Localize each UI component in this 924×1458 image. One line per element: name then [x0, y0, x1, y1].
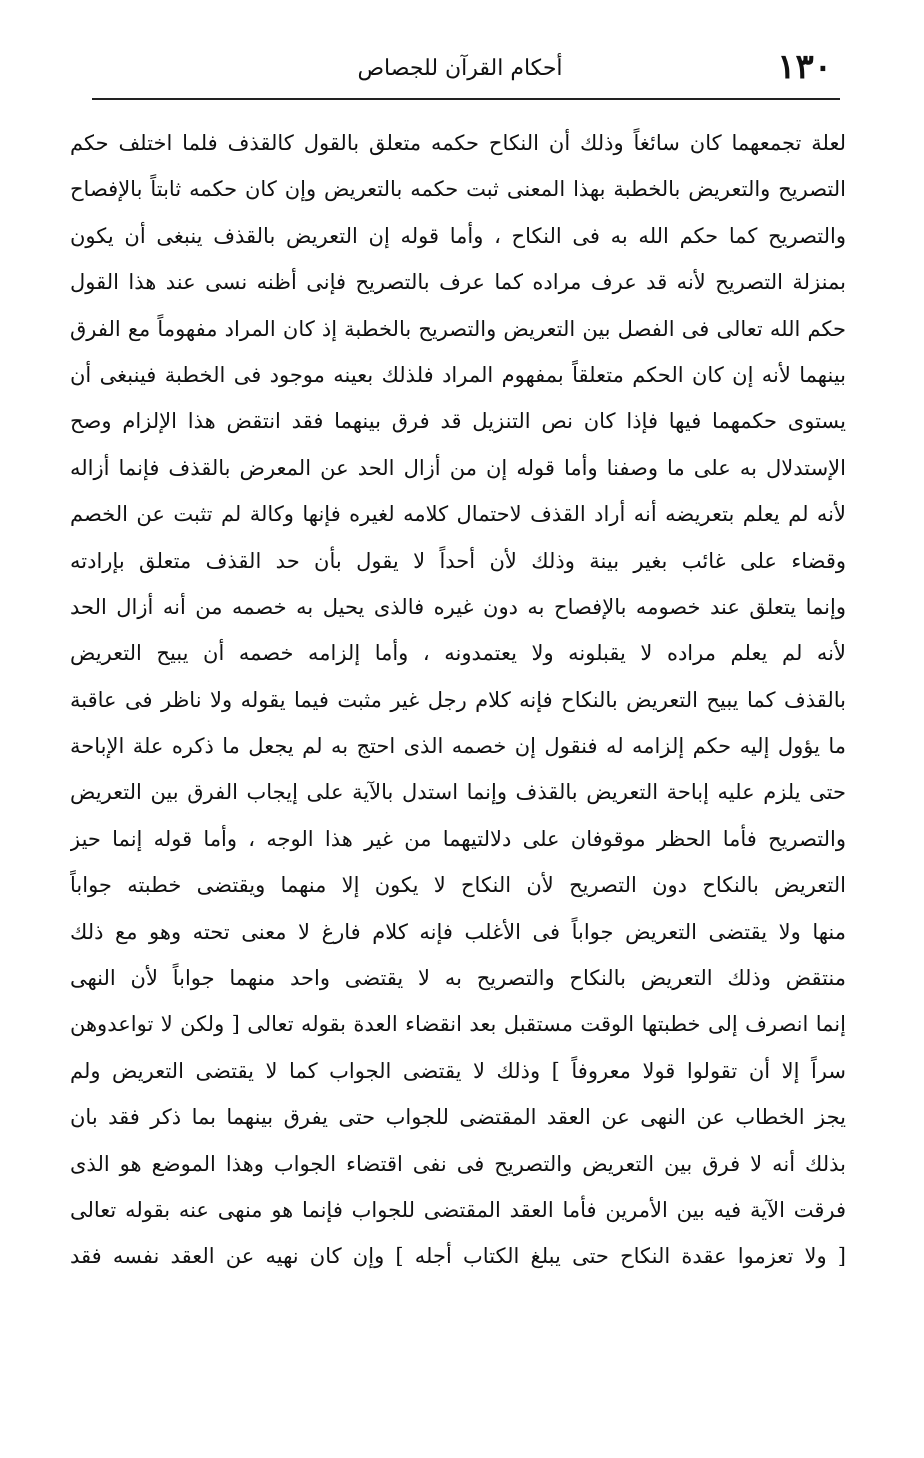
text-line: يجز الخطاب عن النهى عن العقد المقتضى للجواب حتى يفرق بينهما بما ذكر فقد بان — [70, 1105, 846, 1130]
text-line: [ ولا تعزموا عقدة النكاح حتى يبلغ الكتاب أجله ] وإن كان نهيه عن العقد نفسه فقد — [70, 1244, 846, 1269]
text-line: بذلك أنه لا فرق بين التعريض والتصريح فى نفى اقتضاء الجواب وهذا الموضع هو الذى — [70, 1151, 846, 1176]
text-line: بينهما لأنه إن كان الحكم متعلقاً بمفهوم المراد فلذلك بعينه موجود فى الخطبة فينبغى أن — [70, 362, 846, 387]
text-line: لأنه لم يعلم بتعريضه أنه أراد القذف لاحتمال كلامه لغيره فإنها وكالة لم تثبت عن الخصم — [70, 502, 846, 527]
body-text — [70, 120, 846, 1280]
text-line: والتصريح كما حكم الله به فى النكاح ، وأما قوله إن التعريض بالقذف ينبغى أن يكون — [70, 223, 846, 248]
text-line: التعريض بالنكاح دون التصريح لأن النكاح لا يكون إلا منهما ويقتضى خطبته جواباً — [70, 873, 846, 898]
text-line: والتصريح فأما الحظر موقوفان على دلالتيهما من غير هذا الوجه ، وأما قوله إنما حيز — [70, 826, 846, 851]
text-line: بالقذف كما يبيح التعريض بالنكاح فإنه كلام رجل غير مثبت فيما يقوله ولا ناظر فى عاقبة — [70, 687, 846, 712]
text-line: فرقت الآية فيه بين الأمرين فأما العقد المقتضى للجواب فإنما هو منهى عنه بقوله تعالى — [70, 1197, 846, 1222]
text-line: الإستدلال به على ما وصفنا وأما قوله إن من أزال الحد عن المعرض بالقذف فإنما أزاله — [70, 455, 846, 480]
running-title: أحكام القرآن للجصاص — [357, 56, 563, 81]
text-line: منها ولا يقتضى التعريض جواباً فى الأغلب فإنه كلام فارغ لا معنى تحته وهو مع ذلك — [70, 919, 846, 944]
text-line: التصريح والتعريض بالخطبة بهذا المعنى ثبت حكمه بالتعريض وإن كان حكمه ثابتاً بالإفصاح — [70, 177, 846, 202]
text-line: يستوى حكمهما فيها فإذا كان نص التنزيل قد فرق بينهما فقد انتقض هذا الإلزام وصح — [70, 409, 846, 434]
text-line: وإنما يتعلق عند خصومه بالإفصاح به دون غيره فالذى يحيل به خصمه من أنه أزال الحد — [70, 594, 846, 619]
text-line: ما يؤول إليه حكم إلزامه له فنقول إن خصمه الذى احتج به لم يجعل ما ذكره علة الإباحة — [70, 734, 846, 759]
text-line: لعلة تجمعهما كان سائغاً وذلك أن النكاح حكمه متعلق بالقول كالقذف فلما اختلف حكم — [70, 131, 846, 155]
text-line: وقضاء على غائب بغير بينة وذلك لأن أحداً لا يقول بأن حد القذف متعلق بإرادته — [70, 548, 846, 573]
text-line: لأنه لم يعلم مراده لا يقبلونه ولا يعتمدونه ، وأما إلزامه خصمه أن يبيح التعريض — [70, 641, 846, 666]
text-line: حكم الله تعالى فى الفصل بين التعريض والتصريح بالخطبة إذ كان المراد مفهوماً مع الفرق — [70, 316, 846, 341]
text-line: إنما انصرف إلى خطبتها الوقت مستقبل بعد انقضاء العدة بقوله تعالى [ ولكن لا تواعدوهن — [70, 1012, 846, 1037]
text-line: حتى يلزم عليه إباحة التعريض بالقذف وإنما استدل بالآية على إيجاب الفرق بين التعريض — [70, 780, 846, 805]
header-rule — [92, 98, 840, 100]
text-line: منتقض وذلك التعريض بالنكاح والتصريح به لا يقتضى واحد منهما جواباً لأن النهى — [70, 966, 846, 991]
text-line: بمنزلة التصريح لأنه قد عرف مراده كما عرف بالتصريح فإنى أظنه نسى عند هذا القول — [70, 270, 846, 295]
text-line: سراً إلا أن تقولوا قولا معروفاً ] وذلك لا يقتضى الجواب كما لا يقتضى التعريض ولم — [70, 1058, 846, 1083]
page-number: ١٣٠ — [777, 47, 832, 87]
